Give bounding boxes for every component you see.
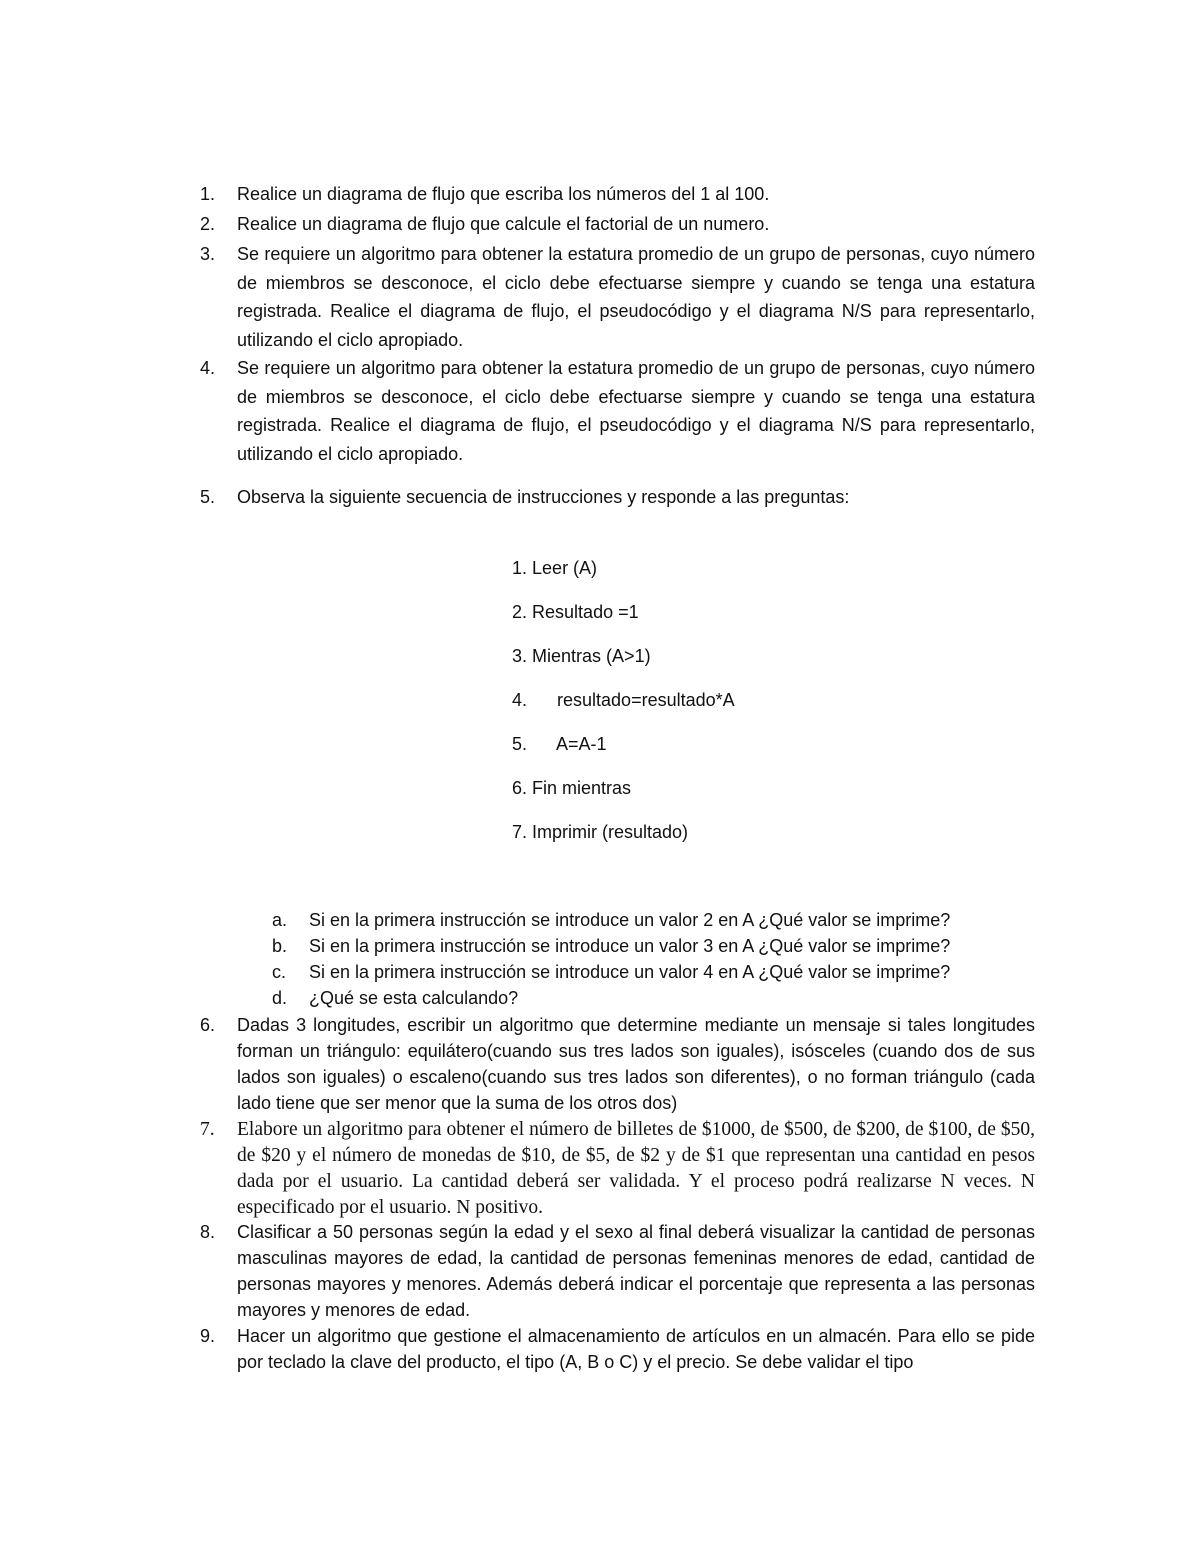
exercise-item-1 [200, 180, 1035, 209]
item-number: 1. [200, 184, 216, 204]
question-text: Si en la primera instrucción se introduce un valor 3 en A ¿Qué valor se imprime? [309, 936, 951, 956]
question-c [272, 959, 1032, 985]
sequence-step-4 [512, 688, 735, 712]
sequence-step-6 [512, 776, 631, 800]
question-letter: b. [272, 936, 288, 956]
step-text: Imprimir (resultado) [532, 822, 689, 842]
step-text: A=A-1 [556, 734, 607, 754]
step-number: 2. [512, 602, 528, 622]
item-text: Dadas 3 longitudes, escribir un algoritmo que determine mediante un mensaje si tales longitudes forman un triángulo: equilátero(cuando sus tres lados son iguales), isósceles (cuando dos de sus lados son iguales) o escaleno(cuando sus tres lados son diferentes), o no forman triángulo (cada lado tiene que ser menor que la suma de los otros dos) [237, 1015, 1035, 1113]
step-number: 3. [512, 646, 528, 666]
question-text: Si en la primera instrucción se introduce un valor 4 en A ¿Qué valor se imprime? [309, 962, 951, 982]
exercise-item-2 [200, 210, 1035, 239]
item-text: Realice un diagrama de flujo que calcule el factorial de un numero. [237, 214, 770, 234]
item-number: 4. [200, 358, 216, 378]
exercise-item-7 [200, 1117, 1035, 1221]
sequence-step-2 [512, 600, 639, 624]
item-text: Clasificar a 50 personas según la edad y el sexo al final deberá visualizar la cantidad de personas masculinas mayores de edad, la cantidad de personas femeninas menores de edad, cantidad de personas mayores y menores. Además deberá indicar el porcentaje que representa a las personas mayores y menores de edad. [237, 1222, 1035, 1320]
question-letter: c. [272, 962, 287, 982]
exercise-item-6 [200, 1012, 1035, 1116]
item-number: 7. [200, 1119, 215, 1140]
question-text: ¿Qué se esta calculando? [309, 988, 519, 1008]
question-letter: a. [272, 910, 288, 930]
item-text: Realice un diagrama de flujo que escriba los números del 1 al 100. [237, 184, 770, 204]
step-number: 6. [512, 778, 528, 798]
item-text: Hacer un algoritmo que gestione el almacenamiento de artículos en un almacén. Para ello se pide por teclado la clave del producto, el tipo (A, B o C) y el precio. Se debe validar el tipo [237, 1326, 1035, 1372]
step-number: 4. [512, 690, 528, 710]
sequence-step-5 [512, 732, 607, 756]
step-text: Leer (A) [532, 558, 598, 578]
step-text: Fin mientras [532, 778, 632, 798]
exercise-item-9 [200, 1323, 1035, 1375]
question-d [272, 985, 1032, 1011]
exercise-item-8 [200, 1219, 1035, 1323]
step-number: 1. [512, 558, 528, 578]
item-text: Se requiere un algoritmo para obtener la estatura promedio de un grupo de personas, cuyo número de miembros se desconoce, el ciclo debe efectuarse siempre y cuando se tenga una estatura registrada. Realice el diagrama de flujo, el pseudocódigo y el diagrama N/S para representarlo, utilizando el ciclo apropiado. [237, 244, 1035, 350]
question-text: Si en la primera instrucción se introduce un valor 2 en A ¿Qué valor se imprime? [309, 910, 951, 930]
item-number: 8. [200, 1222, 216, 1242]
step-number: 5. [512, 734, 528, 754]
step-text: Mientras (A>1) [532, 646, 651, 666]
item-number: 5. [200, 487, 216, 507]
item-text: Elabore un algoritmo para obtener el número de billetes de $1000, de $500, de $200, de $100, de $50, de $20 y el número de monedas de $10, de $5, de $2 y de $1 que representan una cantidad en pesos dada por el usuario. La cantidad deberá ser validada. Y el proceso podrá realizarse N veces. N especificado por el usuario. N positivo. [237, 1119, 1035, 1218]
exercise-item-5 [200, 483, 1035, 512]
question-b [272, 933, 1032, 959]
step-text: Resultado =1 [532, 602, 639, 622]
sequence-step-3 [512, 644, 651, 668]
item-number: 2. [200, 214, 216, 234]
item-number: 6. [200, 1015, 216, 1035]
item-text: Se requiere un algoritmo para obtener la estatura promedio de un grupo de personas, cuyo número de miembros se desconoce, el ciclo debe efectuarse siempre y cuando se tenga una estatura registrada. Realice el diagrama de flujo, el pseudocódigo y el diagrama N/S para representarlo, utilizando el ciclo apropiado. [237, 358, 1035, 464]
step-text: resultado=resultado*A [557, 690, 735, 710]
sequence-step-7 [512, 820, 688, 844]
item-text: Observa la siguiente secuencia de instrucciones y responde a las preguntas: [237, 487, 850, 507]
question-letter: d. [272, 988, 288, 1008]
item-number: 9. [200, 1326, 216, 1346]
item-number: 3. [200, 244, 216, 264]
exercise-item-4 [200, 354, 1035, 468]
question-a [272, 907, 1032, 933]
exercise-item-3 [200, 240, 1035, 354]
step-number: 7. [512, 822, 528, 842]
sequence-step-1 [512, 556, 597, 580]
